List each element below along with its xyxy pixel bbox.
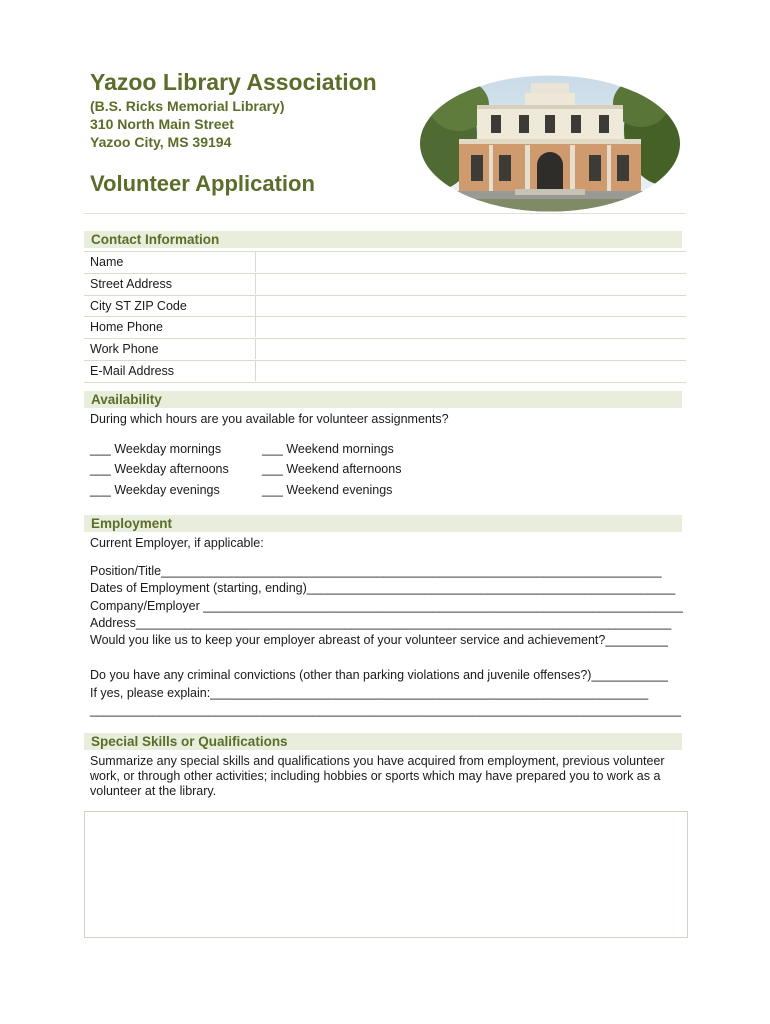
- city-st-zip-field[interactable]: [255, 296, 687, 316]
- availability-question: During which hours are you available for volunteer assignments?: [90, 412, 449, 426]
- skills-section-header: [84, 733, 682, 750]
- dates-of-employment-line[interactable]: Dates of Employment (starting, ending)_____________________________________________________: [90, 581, 676, 595]
- contact-label: City ST ZIP Code: [90, 298, 187, 313]
- weekday-evenings-option[interactable]: ___ Weekday evenings: [90, 483, 220, 497]
- street-address-field[interactable]: [255, 274, 687, 294]
- contact-section-header: [84, 231, 682, 248]
- skills-textarea[interactable]: [84, 811, 688, 938]
- employment-heading: Employment: [91, 516, 173, 531]
- contact-row-city: [84, 296, 686, 318]
- contact-label: Name: [90, 255, 124, 269]
- skills-instructions-line-2: work, or through other activities; including hobbies or sports which may have prepared you to work as a: [90, 769, 661, 783]
- employer-address-line[interactable]: Address_____________________________________________________________________________: [90, 616, 672, 630]
- city-state-zip: Yazoo City, MS 39194: [90, 134, 232, 150]
- weekend-evenings-option[interactable]: ___ Weekend evenings: [262, 483, 393, 497]
- explain-continuation-line[interactable]: _____________________________________________________________________________________: [90, 703, 681, 717]
- library-name: (B.S. Ricks Memorial Library): [90, 98, 285, 114]
- employment-section-header: [84, 515, 682, 532]
- availability-heading: Availability: [91, 392, 162, 407]
- explain-line[interactable]: If yes, please explain:_______________________________________________________________: [90, 686, 649, 700]
- company-employer-line[interactable]: Company/Employer _____________________________________________________________________: [90, 599, 683, 613]
- skills-instructions-line-3: volunteer at the library.: [90, 784, 217, 798]
- contact-label: Work Phone: [90, 342, 159, 357]
- weekend-afternoons-option[interactable]: ___ Weekend afternoons: [262, 462, 402, 476]
- weekday-afternoons-option[interactable]: ___ Weekday afternoons: [90, 462, 229, 476]
- home-phone-field[interactable]: [255, 317, 687, 337]
- contact-label: E-Mail Address: [90, 363, 175, 378]
- contact-table: [84, 251, 686, 383]
- form-title: Volunteer Application: [90, 171, 315, 196]
- library-building-photo: [419, 75, 681, 212]
- contact-heading: Contact Information: [91, 232, 220, 247]
- street-address: 310 North Main Street: [90, 116, 234, 132]
- email-field[interactable]: [255, 361, 687, 381]
- contact-row-home-phone: [84, 317, 686, 339]
- position-title-line[interactable]: Position/Title________________________________________________________________________: [90, 564, 662, 578]
- name-field[interactable]: [255, 252, 687, 272]
- contact-row-street: [84, 274, 686, 296]
- contact-label: Street Address: [90, 276, 172, 291]
- title-divider: [84, 213, 686, 214]
- contact-row-email: [84, 361, 686, 383]
- availability-section-header: [84, 391, 682, 408]
- contact-row-work-phone: [84, 339, 686, 361]
- criminal-convictions-line[interactable]: Do you have any criminal convictions (other than parking violations and juvenile offenses?)___________: [90, 668, 668, 682]
- org-name: Yazoo Library Association: [90, 69, 377, 95]
- work-phone-field[interactable]: [255, 339, 687, 359]
- employment-intro: Current Employer, if applicable:: [90, 536, 264, 550]
- keep-employer-abreast-line[interactable]: Would you like us to keep your employer abreast of your volunteer service and achievement?_________: [90, 633, 668, 647]
- weekend-mornings-option[interactable]: ___ Weekend mornings: [262, 442, 394, 456]
- skills-instructions-line-1: Summarize any special skills and qualifications you have acquired from employment, previous volunteer: [90, 754, 665, 768]
- weekday-mornings-option[interactable]: ___ Weekday mornings: [90, 442, 222, 456]
- contact-label: Home Phone: [90, 320, 163, 335]
- contact-row-name: [84, 251, 686, 274]
- skills-heading: Special Skills or Qualifications: [91, 734, 288, 749]
